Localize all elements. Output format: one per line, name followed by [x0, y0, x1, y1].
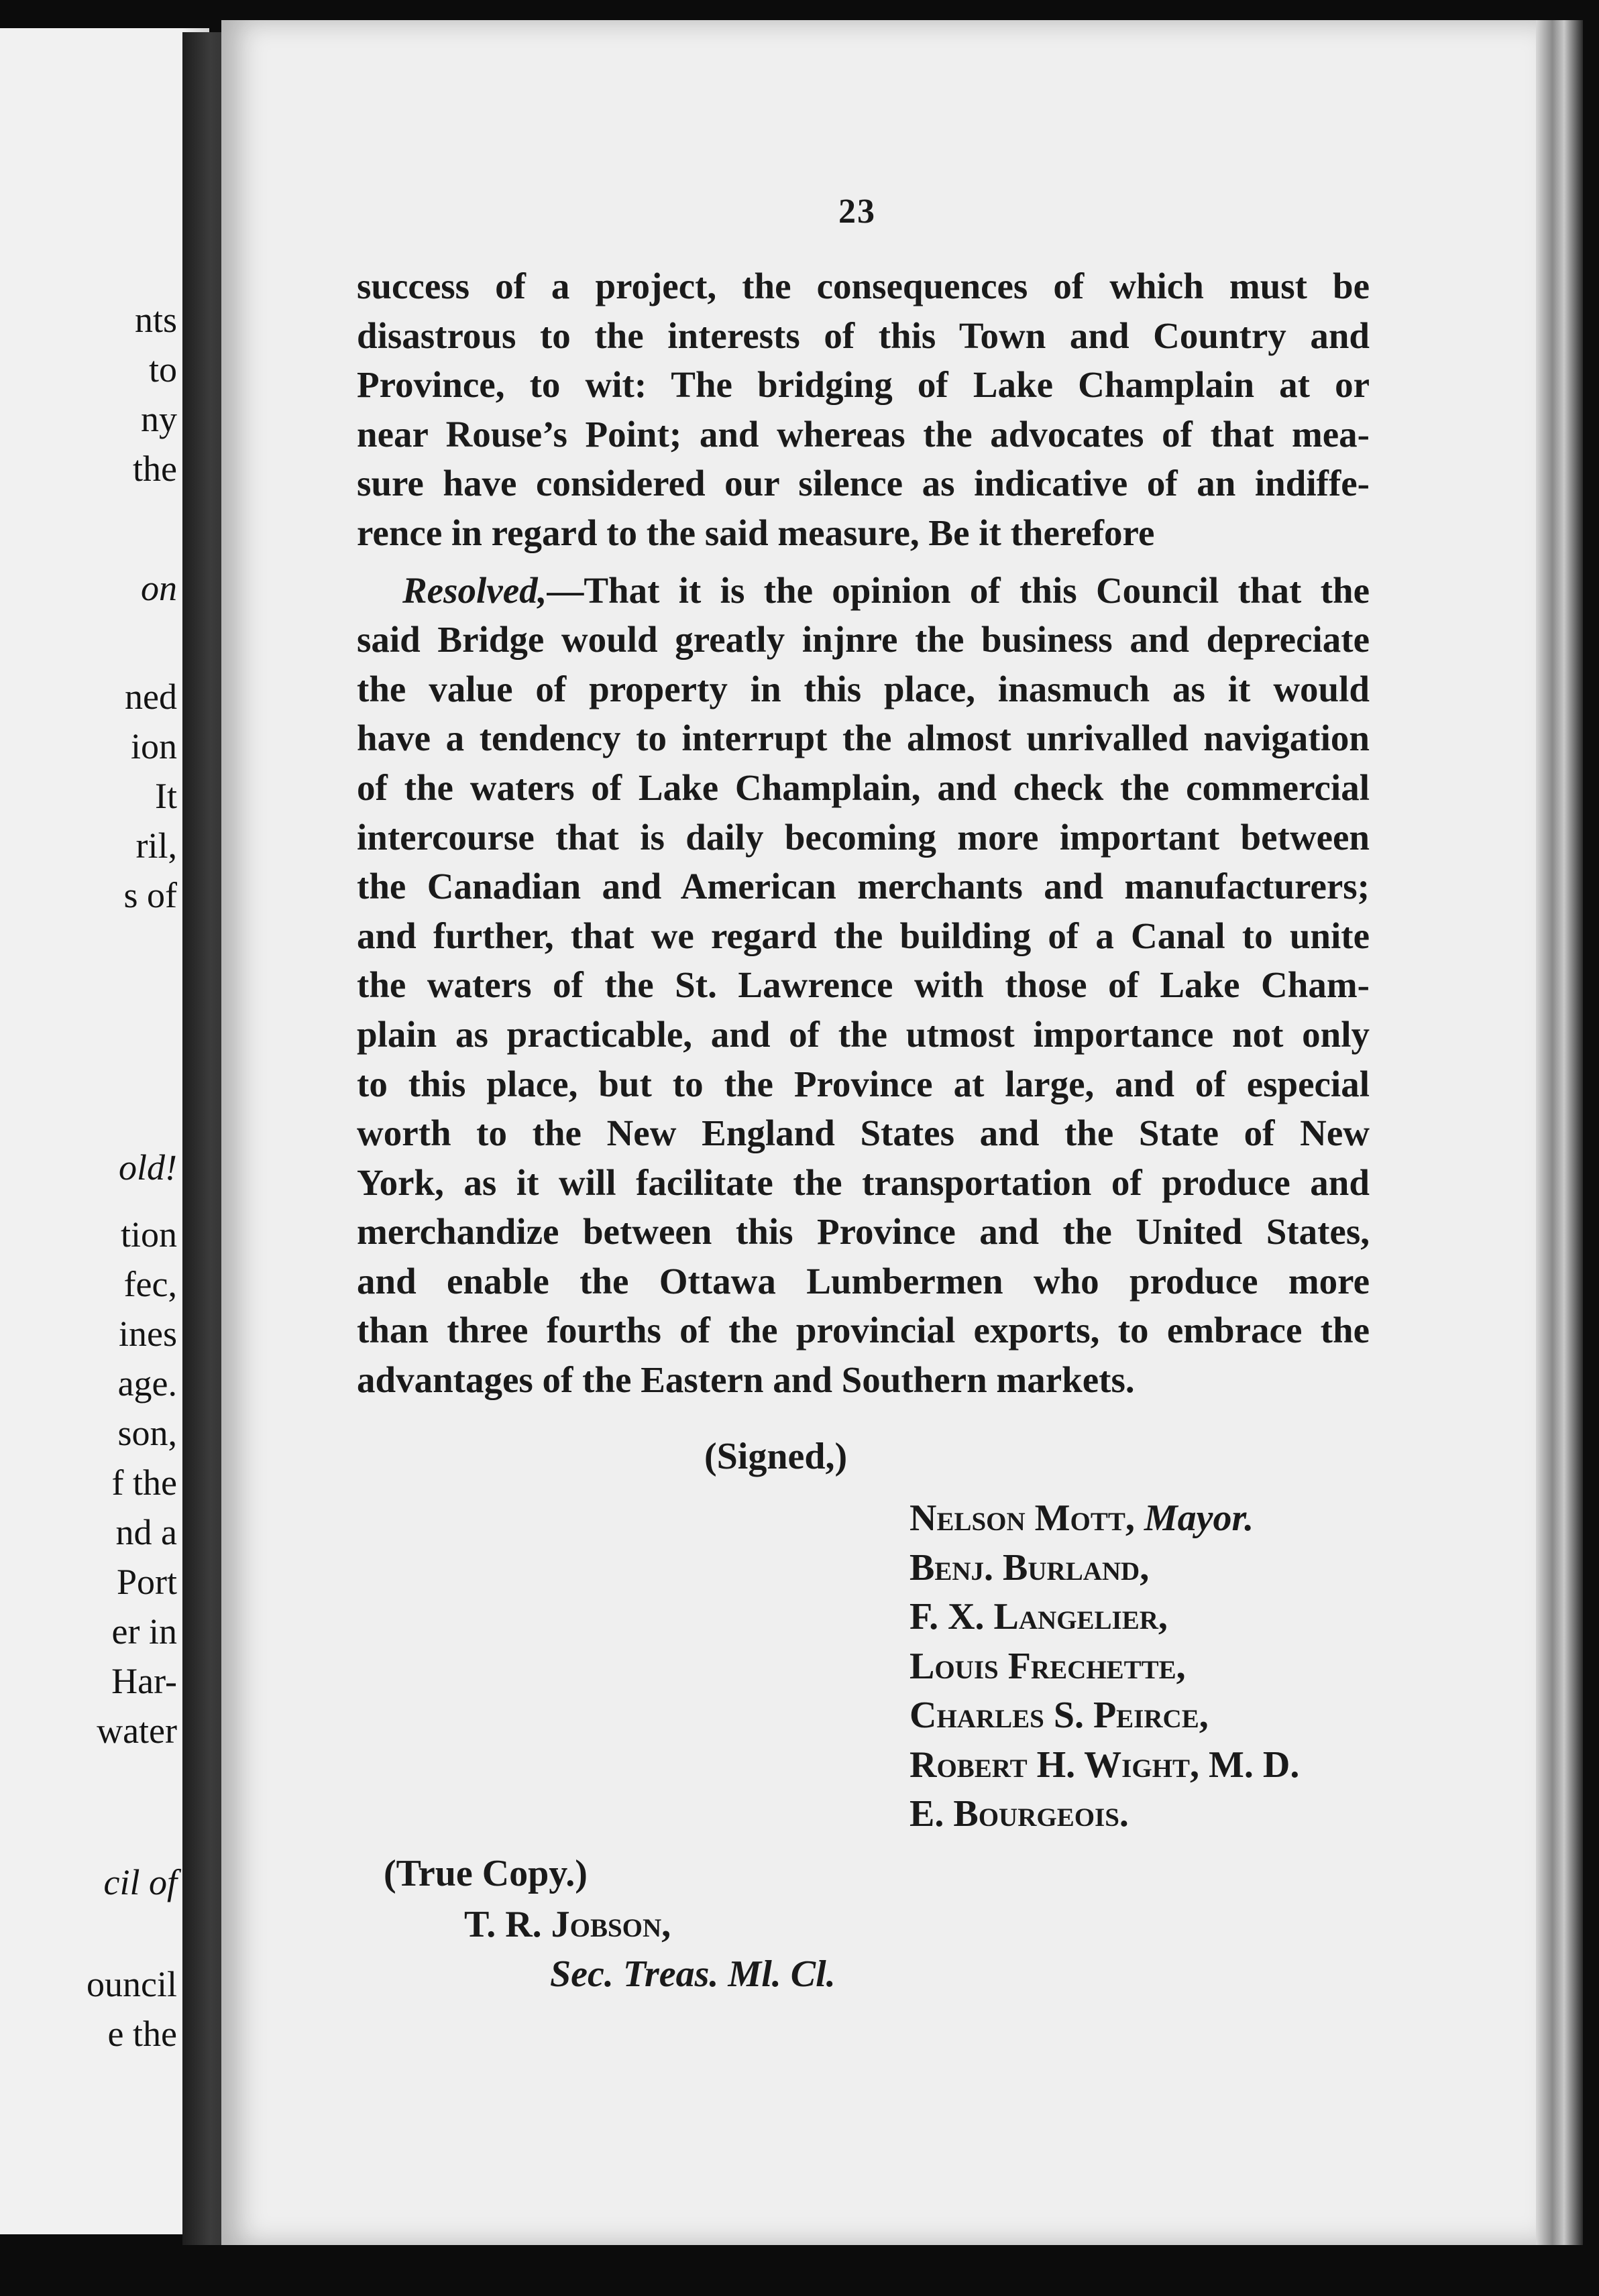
signatory-name: Charles S. Peirce,	[909, 1695, 1209, 1736]
text-line	[357, 1158, 1370, 1208]
body-text	[357, 262, 1370, 1405]
text-line-content: than three fourths of the provincial exports, to embrace the	[357, 1310, 1370, 1351]
text-line	[357, 615, 1370, 665]
left-page-fragment: nts	[134, 300, 177, 340]
left-page-fragment: son,	[117, 1413, 177, 1453]
left-page-fragment: Har-	[111, 1661, 177, 1701]
left-page-fragment: age.	[117, 1363, 177, 1403]
signatory-list	[909, 1494, 1299, 1839]
left-page-fragment: ny	[141, 399, 177, 439]
signatory-name: E. Bourgeois.	[909, 1793, 1129, 1835]
text-line-content: plain as practicable, and of the utmost importance not only	[357, 1013, 1370, 1055]
left-page	[0, 28, 209, 2234]
left-page-fragment: er in	[111, 1611, 177, 1652]
left-page-fragment: Port	[116, 1562, 177, 1602]
text-line	[357, 311, 1370, 361]
signatory	[909, 1790, 1299, 1839]
signatory-name: F. X. Langelier,	[909, 1596, 1168, 1638]
clerk-name: T. R. Jobson,	[464, 1904, 671, 1945]
text-line	[357, 508, 1370, 558]
text-line-content: of the waters of Lake Champlain, and check the commercial	[357, 766, 1370, 808]
left-page-fragment: old!	[119, 1147, 177, 1188]
signatory	[909, 1642, 1299, 1692]
left-page-fragment: ril,	[135, 825, 177, 866]
left-page-fragment: It	[155, 776, 177, 816]
left-page-fragment: water	[97, 1711, 177, 1751]
text-line-content: worth to the New England States and the State of New	[357, 1112, 1370, 1154]
text-line-content: to this place, but to the Province at large, and of especial	[357, 1063, 1370, 1104]
text-line-content: advantages of the Eastern and Southern markets.	[357, 1359, 1135, 1401]
true-copy-label: (True Copy.)	[384, 1853, 588, 1894]
text-line-content: the value of property in this place, inasmuch as it would	[357, 668, 1370, 709]
resolved-lead: Resolved,	[402, 569, 547, 611]
left-page-fragment: ines	[119, 1314, 177, 1354]
left-page-fragment: fec,	[123, 1264, 177, 1304]
signatory-title: Mayor.	[1144, 1497, 1254, 1539]
text-line-content: and further, that we regard the building of a Canal to unite	[357, 915, 1370, 956]
text-line-content: —That it is the opinion of this Council that the	[547, 569, 1370, 611]
text-line	[357, 763, 1370, 813]
text-line-content: have a tendency to interrupt the almost unrivalled navigation	[357, 718, 1370, 759]
signatory	[909, 1494, 1299, 1544]
left-page-fragment: the	[133, 449, 177, 489]
resolution-paragraph	[357, 566, 1370, 1405]
left-page-fragment: cil of	[103, 1862, 177, 1902]
text-line	[357, 1207, 1370, 1257]
signatory-name: Robert H. Wight, M. D.	[909, 1743, 1300, 1786]
left-page-fragment: s of	[123, 875, 177, 915]
text-line	[357, 713, 1370, 763]
text-line-content: intercourse that is daily becoming more important between	[357, 816, 1370, 858]
clerk-title: Sec. Treas. Ml. Cl.	[550, 1953, 836, 1995]
signatory-name: Nelson Mott,	[909, 1497, 1135, 1539]
signatory-name: Benj. Burland,	[909, 1546, 1150, 1589]
text-line	[357, 1059, 1370, 1109]
text-line	[357, 1010, 1370, 1059]
text-line-content: said Bridge would greatly injnre the business and depreciate	[357, 619, 1370, 661]
text-line-content: Province, to wit: The bridging of Lake Champlain at or	[357, 364, 1370, 406]
text-line-content: the waters of the St. Lawrence with those of Lake Cham-	[357, 964, 1370, 1006]
left-page-fragment: nd a	[115, 1512, 177, 1552]
text-line	[357, 566, 1370, 616]
left-page-fragment: f the	[111, 1462, 177, 1503]
text-line	[357, 410, 1370, 459]
text-line-content: sure have considered our silence as indicative of an indiffe-	[357, 463, 1370, 504]
text-line	[357, 813, 1370, 862]
signatory	[909, 1691, 1299, 1741]
text-line	[357, 665, 1370, 714]
text-line	[357, 1355, 1370, 1405]
left-page-fragment: on	[141, 568, 177, 608]
left-page-fragment: e the	[107, 2014, 177, 2054]
text-line	[357, 960, 1370, 1010]
text-line	[357, 911, 1370, 961]
signatory	[909, 1741, 1299, 1790]
signed-label: (Signed,)	[704, 1436, 848, 1477]
page-edge	[1536, 20, 1583, 2245]
text-line-content: merchandize between this Province and the United States,	[357, 1211, 1370, 1253]
left-page-fragment: to	[148, 349, 177, 390]
signatory	[909, 1544, 1299, 1593]
preamble-paragraph	[357, 262, 1370, 558]
left-page-fragment: tion	[120, 1214, 177, 1255]
text-line	[357, 1108, 1370, 1158]
left-page-fragment: ion	[130, 726, 177, 766]
text-line-content: disastrous to the interests of this Town and Country and	[357, 314, 1370, 356]
text-line	[357, 262, 1370, 311]
signatory	[909, 1593, 1299, 1642]
text-line	[357, 1306, 1370, 1355]
text-line-content: and enable the Ottawa Lumbermen who produce more	[357, 1260, 1370, 1302]
text-line-content: success of a project, the consequences of which must be	[357, 266, 1370, 306]
text-line	[357, 459, 1370, 508]
text-line-content: rence in regard to the said measure, Be it therefore	[357, 512, 1155, 553]
text-line-content: York, as it will facilitate the transportation of produce and	[357, 1161, 1370, 1203]
text-line	[357, 360, 1370, 410]
left-page-fragment: ouncil	[87, 1964, 177, 2004]
page-number: 23	[838, 192, 876, 231]
text-line-content: near Rouse’s Point; and whereas the advocates of that mea-	[357, 413, 1370, 455]
text-line	[357, 862, 1370, 911]
left-page-fragment: ned	[125, 677, 177, 717]
text-line	[357, 1257, 1370, 1306]
signatory-name: Louis Frechette,	[909, 1645, 1186, 1687]
text-line-content: the Canadian and American merchants and manufacturers;	[357, 866, 1370, 907]
